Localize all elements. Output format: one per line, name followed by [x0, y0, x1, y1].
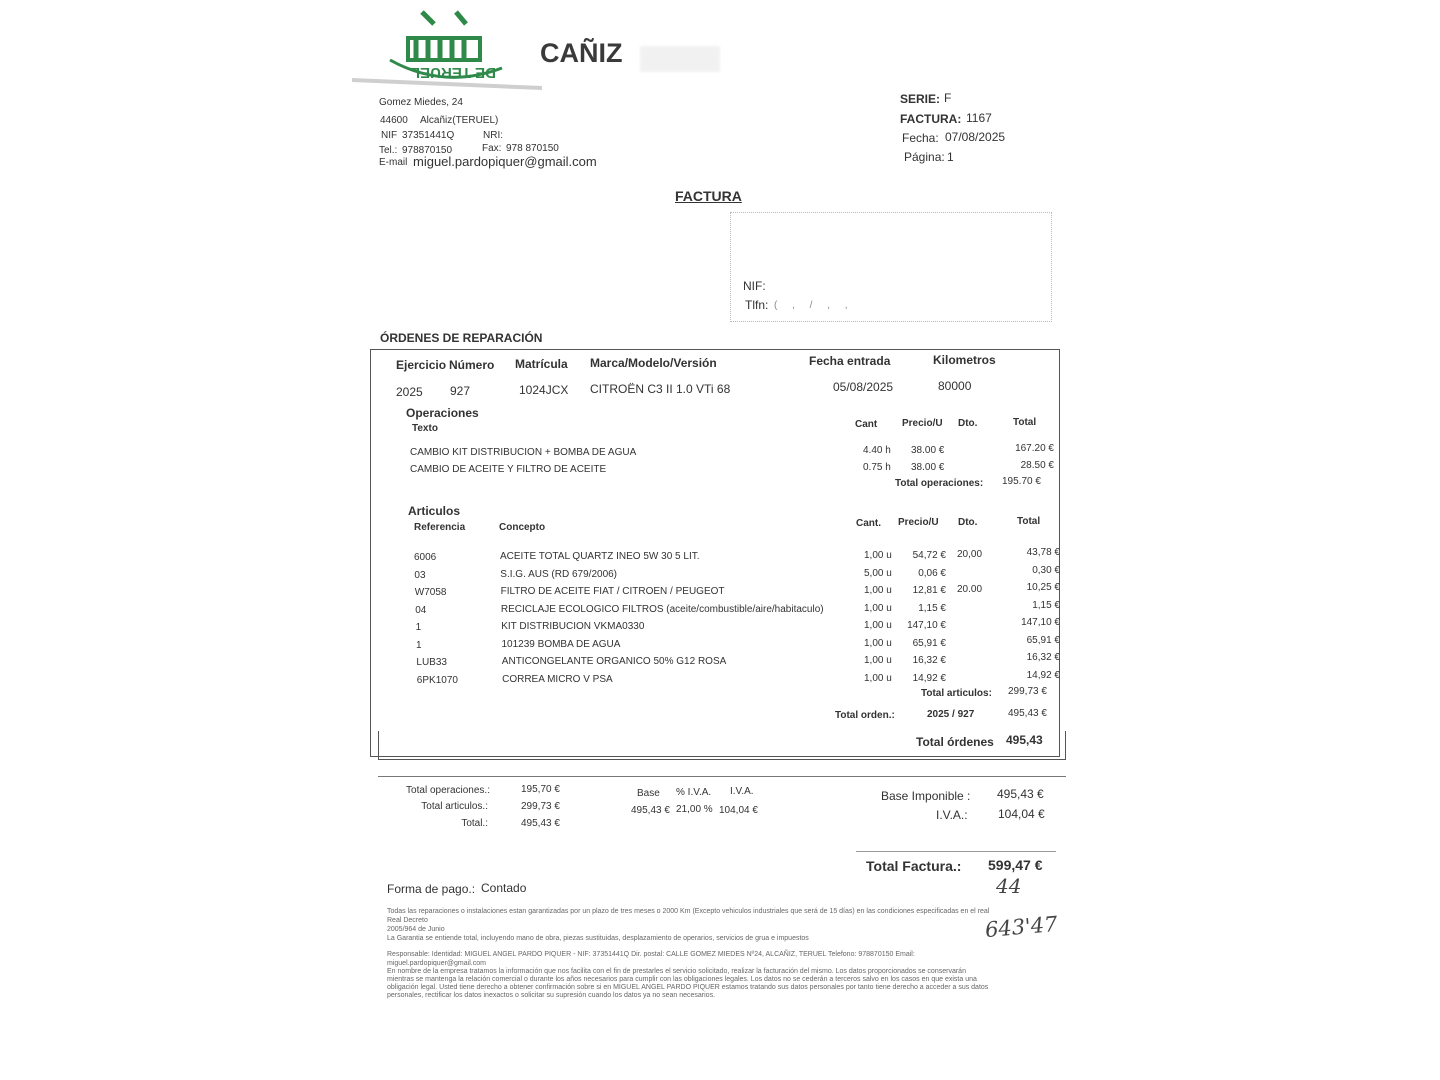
tax-base: 495,43 € [631, 805, 670, 816]
serie-label: SERIE: [900, 92, 941, 106]
fecha-label: Fecha: [902, 131, 939, 145]
legal-line-4: La Garantia se entiende total, incluyendo mano de obra, piezas sustituidas, desplazamiento de operarios, servicios de grua e impuestos [387, 935, 809, 942]
legal-line-3: 2005/964 de Junio [387, 926, 445, 933]
company-tel: 978870150 [402, 145, 453, 156]
document-title: FACTURA [675, 188, 742, 204]
op-total-label: Total operaciones: [895, 478, 984, 489]
logo-text: DE TERUEL [410, 64, 496, 81]
articulo-concepto: S.I.G. AUS (RD 679/2006) [500, 568, 618, 580]
art-total-label: Total articulos: [921, 688, 992, 699]
forma-pago: Contado [481, 881, 527, 895]
articulo-cant: 1,00 u [864, 602, 892, 614]
articulo-precio: 12,81 € [912, 585, 946, 596]
sum-articulos: 299,73 € [521, 801, 560, 812]
legal-line-1: Todas las reparaciones o instalaciones estan garantizadas por un plazo de tres meses o 2000 Km (Excepto vehiculos industriales que será de 15 días) en las condiciones especificadas en el real [387, 908, 990, 915]
articulo-total: 147,10 € [1021, 617, 1060, 628]
serie-value: F [944, 91, 952, 105]
total-orden-label: Total orden.: [835, 710, 895, 721]
articulo-total: 16,32 € [1026, 652, 1060, 663]
articulo-total: 1,15 € [1032, 599, 1060, 611]
hdr-fecha-entrada: Fecha entrada [809, 354, 891, 368]
articulo-precio: 16,32 € [912, 655, 946, 666]
op-col-precio: Precio/U [902, 418, 943, 429]
client-tlfn-label: Tlfn: [745, 298, 769, 312]
articulo-total: 0,30 € [1032, 564, 1060, 576]
total-factura: 599,47 € [988, 857, 1043, 873]
articulo-concepto: 101239 BOMBA DE AGUA [501, 638, 621, 650]
factura-label: FACTURA: [900, 112, 962, 126]
tax-col-base: Base [637, 788, 660, 799]
company-address: Gomez Miedes, 24 [379, 97, 463, 108]
order-fecha-entrada: 05/08/2025 [833, 380, 894, 394]
articulo-concepto: KIT DISTRIBUCION VKMA0330 [501, 621, 645, 632]
articulos-title: Articulos [408, 504, 461, 518]
forma-pago-label: Forma de pago.: [387, 882, 476, 896]
iva-right-label: I.V.A.: [936, 808, 968, 822]
articulo-total: 10,25 € [1026, 582, 1060, 593]
base-imponible: 495,43 € [997, 787, 1044, 801]
factura-number: 1167 [966, 111, 992, 125]
articulo-cant: 1,00 u [864, 550, 892, 561]
articulo-cant: 5,00 u [864, 567, 892, 579]
company-logo [352, 8, 542, 90]
total-ordenes-label: Total órdenes [916, 735, 994, 749]
faded-stamp [640, 46, 720, 72]
company-brand: CAÑIZ [540, 38, 623, 68]
articulo-precio: 65,91 € [912, 637, 946, 649]
operacion-total: 28.50 € [1020, 460, 1054, 471]
order-ejercicio: 2025 [396, 385, 423, 399]
operacion-cant: 0.75 h [863, 462, 891, 473]
client-nif-label: NIF: [743, 279, 766, 293]
articulo-total: 43,78 € [1026, 547, 1060, 558]
op-total-value: 195.70 € [1002, 476, 1041, 487]
articulo-referencia: W7058 [414, 587, 447, 598]
order-marca: CITROËN C3 II 1.0 VTi 68 [590, 382, 731, 396]
art-col-total: Total [1017, 516, 1041, 527]
company-nri-label: NRI: [483, 130, 503, 141]
tax-iva-pct: 21,00 % [676, 804, 713, 815]
tax-col-iva: I.V.A. [730, 786, 754, 797]
hdr-kilometros: Kilometros [933, 353, 996, 367]
total-ordenes-value: 495,43 [1006, 733, 1043, 747]
articulo-cant: 1,00 u [864, 637, 892, 649]
company-postal: 44600 [380, 115, 408, 126]
hdr-numero: Número [449, 358, 495, 372]
total-factura-divider [856, 851, 1056, 852]
base-imponible-label: Base Imponible : [881, 789, 971, 803]
art-col-precio: Precio/U [898, 517, 939, 528]
articulo-precio: 54,72 € [912, 550, 946, 561]
orders-section-title: ÓRDENES DE REPARACIÓN [380, 331, 543, 345]
articulo-referencia: 6PK1070 [416, 674, 458, 686]
company-city: Alcañiz(TERUEL) [420, 115, 499, 126]
articulo-cant: 1,00 u [864, 672, 892, 684]
legal-line-9: obligación legal. Usted tiene derecho a obtener confirmación sobre si en MIGUEL ANGEL PARDO PIQUER estamos tratando sus datos personales por tanto tiene derecho a acceder a sus datos [387, 984, 989, 991]
articulo-dto: 20,00 [957, 549, 983, 560]
art-col-ref: Referencia [414, 522, 466, 533]
company-email: miguel.pardopiquer@gmail.com [413, 154, 597, 169]
articulo-referencia: LUB33 [416, 657, 447, 668]
tax-col-iva-pct: % I.V.A. [676, 787, 712, 798]
articulo-concepto: CORREA MICRO V PSA [502, 673, 613, 685]
order-kilometros: 80000 [938, 379, 972, 393]
company-fax: 978 870150 [506, 143, 559, 154]
iva-right: 104,04 € [998, 807, 1045, 821]
op-col-dto: Dto. [958, 418, 978, 429]
sum-total-label: Total.: [461, 818, 488, 829]
operacion-precio: 38.00 € [911, 462, 945, 473]
company-fax-label: Fax: [482, 143, 502, 154]
op-col-cant: Cant [855, 419, 878, 430]
company-email-label: E-mail [379, 157, 408, 168]
articulo-referencia: 6006 [414, 552, 437, 563]
articulo-concepto: FILTRO DE ACEITE FIAT / CITROEN / PEUGEOT [500, 586, 725, 597]
articulo-total: 65,91 € [1026, 634, 1060, 646]
operacion-texto: CAMBIO KIT DISTRIBUCION + BOMBA DE AGUA [410, 447, 637, 458]
articulo-referencia: 04 [415, 604, 427, 616]
articulo-referencia: 1 [416, 639, 422, 651]
art-col-dto: Dto. [958, 517, 978, 528]
sum-articulos-label: Total articulos.: [421, 801, 488, 812]
sum-operaciones-label: Total operaciones.: [406, 785, 490, 796]
legal-line-6: miguel.pardopiquer@gmail.com [387, 960, 486, 967]
articulo-precio: 1,15 € [918, 602, 946, 614]
articulo-referencia: 03 [414, 569, 426, 581]
total-orden-ref: 2025 / 927 [927, 709, 975, 720]
hdr-ejercicio: Ejercicio [396, 358, 447, 372]
articulo-referencia: 1 [415, 622, 422, 633]
articulo-precio: 14,92 € [912, 672, 946, 684]
operaciones-title: Operaciones [406, 406, 479, 420]
articulo-precio: 147,10 € [907, 620, 946, 631]
legal-line-5: Responsable: Identidad: MIGUEL ANGEL PARDO PIQUER - NIF: 37351441Q Dir. postal: CALLE GOMEZ MIEDES Nº24, ALCAÑIZ, TERUEL Telefono: 978870150 Email: [387, 951, 915, 958]
articulo-cant: 1,00 u [864, 655, 892, 666]
handwritten-note-1: 44 [996, 874, 1022, 898]
art-col-concepto: Concepto [499, 522, 546, 533]
articulo-concepto: ACEITE TOTAL QUARTZ INEO 5W 30 5 LIT. [500, 551, 700, 562]
fecha-value: 07/08/2025 [945, 130, 1006, 144]
order-matricula: 1024JCX [519, 383, 569, 397]
total-factura-label: Total Factura.: [866, 858, 962, 874]
art-col-cant: Cant. [856, 518, 881, 529]
client-tlfn-value: ( , / , , [774, 300, 854, 311]
summary-divider [378, 776, 1066, 777]
hdr-marca: Marca/Modelo/Versión [590, 356, 717, 370]
op-col-texto: Texto [412, 423, 438, 434]
legal-line-8: mientras se mantenga la relación comercial o durante los años necesarios para cumplir con las obligaciones legales. Los datos no se cederán a terceros salvo en los casos en que exista una [387, 976, 977, 983]
articulo-concepto: ANTICONGELANTE ORGANICO 50% G12 ROSA [501, 656, 727, 667]
operacion-texto: CAMBIO DE ACEITE Y FILTRO DE ACEITE [410, 464, 607, 475]
articulo-concepto: RECICLAJE ECOLOGICO FILTROS (aceite/combustible/aire/habitaculo) [500, 603, 824, 615]
pagina-value: 1 [947, 150, 954, 164]
sum-total: 495,43 € [521, 818, 560, 829]
legal-line-2: Real Decreto [387, 917, 428, 924]
articulo-precio: 0,06 € [918, 567, 946, 579]
legal-line-10: personales, rectificar los datos inexactos o solicitar su supresión cuando los datos ya no sean necesarios. [387, 992, 716, 999]
articulo-total: 14,92 € [1026, 669, 1060, 681]
handwritten-note-2: 643'47 [984, 911, 1059, 943]
operacion-cant: 4.40 h [863, 445, 891, 456]
hdr-matricula: Matrícula [515, 357, 568, 371]
pagina-label: Página: [904, 150, 945, 164]
operacion-total: 167.20 € [1015, 443, 1054, 454]
order-numero: 927 [450, 384, 471, 398]
operacion-precio: 38.00 € [911, 445, 945, 456]
legal-line-7: En nombre de la empresa tratamos la información que nos facilita con el fin de prestarles el servicio solicitado, realizar la facturación del mismo. Los datos proporcionados se conservarán [387, 968, 966, 975]
articulo-cant: 1,00 u [864, 620, 892, 631]
op-col-total: Total [1013, 417, 1037, 428]
tax-iva: 104,04 € [719, 805, 758, 816]
total-orden-value: 495,43 € [1008, 708, 1047, 719]
articulo-dto: 20.00 [957, 584, 983, 595]
company-nif: 37351441Q [402, 130, 455, 141]
company-tel-label: Tel.: [379, 145, 398, 156]
sum-operaciones: 195,70 € [521, 784, 560, 795]
company-nif-label: NIF [381, 130, 398, 141]
art-total-value: 299,73 € [1008, 686, 1047, 697]
articulo-cant: 1,00 u [864, 585, 892, 596]
